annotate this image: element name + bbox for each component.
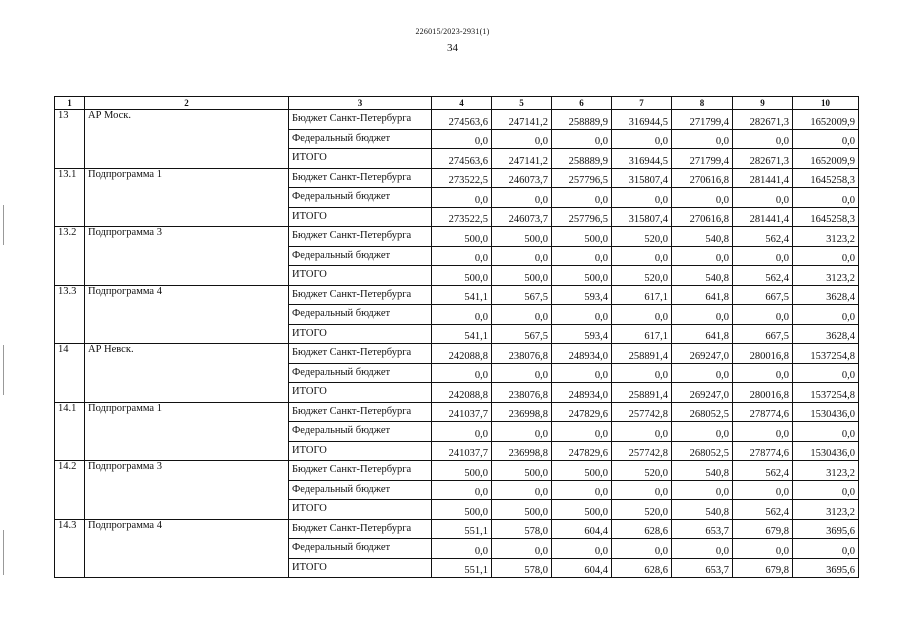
value-cell: 258889,9	[552, 149, 612, 169]
value-cell: 540,8	[672, 266, 733, 286]
value-cell: 0,0	[432, 246, 492, 266]
funding-source: ИТОГО	[289, 383, 432, 403]
value-cell: 0,0	[432, 539, 492, 559]
table-row	[55, 461, 859, 481]
value-cell: 0,0	[612, 188, 672, 208]
row-number: 14.1	[55, 402, 85, 461]
value-cell: 0,0	[793, 422, 859, 442]
value-cell: 0,0	[552, 246, 612, 266]
value-cell: 246073,7	[492, 207, 552, 227]
value-cell: 500,0	[492, 500, 552, 520]
value-cell: 641,8	[672, 324, 733, 344]
value-cell: 0,0	[612, 129, 672, 149]
value-cell: 270616,8	[672, 207, 733, 227]
value-cell: 3695,6	[793, 558, 859, 578]
value-cell: 268052,5	[672, 441, 733, 461]
program-name: АР Невск.	[85, 344, 289, 403]
value-cell: 500,0	[552, 461, 612, 481]
program-name: АР Моск.	[85, 110, 289, 169]
value-cell: 316944,5	[612, 110, 672, 130]
value-cell: 520,0	[612, 266, 672, 286]
funding-source: Бюджет Санкт-Петербурга	[289, 461, 432, 481]
table-body	[55, 110, 859, 578]
table-row	[55, 519, 859, 539]
value-cell: 0,0	[793, 305, 859, 325]
value-cell: 0,0	[793, 480, 859, 500]
funding-source: Бюджет Санкт-Петербурга	[289, 519, 432, 539]
value-cell: 0,0	[793, 188, 859, 208]
value-cell: 247141,2	[492, 149, 552, 169]
value-cell: 0,0	[492, 188, 552, 208]
value-cell: 248934,0	[552, 344, 612, 364]
value-cell: 246073,7	[492, 168, 552, 188]
value-cell: 0,0	[672, 422, 733, 442]
value-cell: 520,0	[612, 461, 672, 481]
value-cell: 604,4	[552, 519, 612, 539]
value-cell: 1530436,0	[793, 441, 859, 461]
row-number: 13	[55, 110, 85, 169]
value-cell: 3628,4	[793, 324, 859, 344]
value-cell: 604,4	[552, 558, 612, 578]
value-cell: 3123,2	[793, 266, 859, 286]
value-cell: 500,0	[492, 266, 552, 286]
value-cell: 247829,6	[552, 402, 612, 422]
row-number: 14.2	[55, 461, 85, 520]
value-cell: 0,0	[672, 539, 733, 559]
value-cell: 628,6	[612, 519, 672, 539]
value-cell: 257796,5	[552, 207, 612, 227]
table-row	[55, 344, 859, 364]
value-cell: 0,0	[552, 363, 612, 383]
value-cell: 241037,7	[432, 441, 492, 461]
value-cell: 0,0	[492, 422, 552, 442]
value-cell: 0,0	[793, 129, 859, 149]
value-cell: 282671,3	[733, 110, 793, 130]
value-cell: 269247,0	[672, 383, 733, 403]
value-cell: 0,0	[672, 480, 733, 500]
table-row	[55, 168, 859, 188]
value-cell: 270616,8	[672, 168, 733, 188]
value-cell: 500,0	[432, 500, 492, 520]
value-cell: 3123,2	[793, 500, 859, 520]
value-cell: 0,0	[492, 363, 552, 383]
value-cell: 0,0	[793, 363, 859, 383]
value-cell: 1537254,8	[793, 344, 859, 364]
budget-table	[54, 96, 859, 578]
value-cell: 0,0	[733, 363, 793, 383]
value-cell: 0,0	[612, 363, 672, 383]
value-cell: 0,0	[552, 539, 612, 559]
value-cell: 242088,8	[432, 344, 492, 364]
value-cell: 236998,8	[492, 441, 552, 461]
value-cell: 0,0	[672, 305, 733, 325]
funding-source: Федеральный бюджет	[289, 188, 432, 208]
value-cell: 0,0	[793, 539, 859, 559]
value-cell: 0,0	[552, 422, 612, 442]
value-cell: 3628,4	[793, 285, 859, 305]
value-cell: 679,8	[733, 558, 793, 578]
scan-edge-mark	[3, 530, 4, 575]
value-cell: 0,0	[552, 188, 612, 208]
value-cell: 258891,4	[612, 383, 672, 403]
value-cell: 593,4	[552, 324, 612, 344]
value-cell: 541,1	[432, 285, 492, 305]
scan-edge-mark	[3, 205, 4, 245]
value-cell: 541,1	[432, 324, 492, 344]
table-row	[55, 110, 859, 130]
value-cell: 271799,4	[672, 149, 733, 169]
value-cell: 0,0	[552, 129, 612, 149]
program-name: Подпрограмма 4	[85, 519, 289, 578]
program-name: Подпрограмма 3	[85, 227, 289, 286]
value-cell: 540,8	[672, 461, 733, 481]
value-cell: 0,0	[733, 246, 793, 266]
value-cell: 278774,6	[733, 441, 793, 461]
value-cell: 562,4	[733, 266, 793, 286]
value-cell: 0,0	[612, 305, 672, 325]
value-cell: 0,0	[672, 246, 733, 266]
value-cell: 667,5	[733, 324, 793, 344]
program-name: Подпрограмма 4	[85, 285, 289, 344]
value-cell: 562,4	[733, 227, 793, 247]
value-cell: 562,4	[733, 500, 793, 520]
value-cell: 282671,3	[733, 149, 793, 169]
value-cell: 269247,0	[672, 344, 733, 364]
value-cell: 273522,5	[432, 168, 492, 188]
value-cell: 0,0	[552, 480, 612, 500]
value-cell: 578,0	[492, 519, 552, 539]
column-header: 5	[492, 97, 552, 110]
value-cell: 1652009,9	[793, 149, 859, 169]
value-cell: 268052,5	[672, 402, 733, 422]
value-cell: 247829,6	[552, 441, 612, 461]
value-cell: 3695,6	[793, 519, 859, 539]
row-number: 13.2	[55, 227, 85, 286]
page-number: 34	[447, 42, 458, 54]
funding-source: Бюджет Санкт-Петербурга	[289, 285, 432, 305]
value-cell: 273522,5	[432, 207, 492, 227]
column-header: 7	[612, 97, 672, 110]
value-cell: 1530436,0	[793, 402, 859, 422]
value-cell: 551,1	[432, 519, 492, 539]
value-cell: 540,8	[672, 500, 733, 520]
value-cell: 0,0	[672, 363, 733, 383]
value-cell: 315807,4	[612, 207, 672, 227]
funding-source: Бюджет Санкт-Петербурга	[289, 168, 432, 188]
value-cell: 500,0	[432, 461, 492, 481]
value-cell: 0,0	[612, 422, 672, 442]
funding-source: ИТОГО	[289, 558, 432, 578]
value-cell: 0,0	[492, 305, 552, 325]
column-header: 4	[432, 97, 492, 110]
value-cell: 257796,5	[552, 168, 612, 188]
program-name: Подпрограмма 1	[85, 168, 289, 227]
table-row	[55, 285, 859, 305]
value-cell: 653,7	[672, 519, 733, 539]
row-number: 13.3	[55, 285, 85, 344]
value-cell: 0,0	[492, 539, 552, 559]
value-cell: 274563,6	[432, 110, 492, 130]
value-cell: 0,0	[492, 246, 552, 266]
value-cell: 578,0	[492, 558, 552, 578]
funding-source: Федеральный бюджет	[289, 246, 432, 266]
value-cell: 3123,2	[793, 227, 859, 247]
value-cell: 0,0	[492, 480, 552, 500]
value-cell: 0,0	[492, 129, 552, 149]
value-cell: 281441,4	[733, 207, 793, 227]
value-cell: 0,0	[612, 480, 672, 500]
value-cell: 0,0	[733, 188, 793, 208]
value-cell: 593,4	[552, 285, 612, 305]
funding-source: ИТОГО	[289, 207, 432, 227]
value-cell: 0,0	[733, 129, 793, 149]
funding-source: Бюджет Санкт-Петербурга	[289, 344, 432, 364]
value-cell: 280016,8	[733, 344, 793, 364]
column-header: 9	[733, 97, 793, 110]
row-number: 13.1	[55, 168, 85, 227]
value-cell: 567,5	[492, 285, 552, 305]
program-name: Подпрограмма 3	[85, 461, 289, 520]
value-cell: 667,5	[733, 285, 793, 305]
value-cell: 0,0	[733, 539, 793, 559]
program-name: Подпрограмма 1	[85, 402, 289, 461]
table-header-row	[55, 97, 859, 110]
value-cell: 567,5	[492, 324, 552, 344]
value-cell: 500,0	[432, 266, 492, 286]
value-cell: 316944,5	[612, 149, 672, 169]
value-cell: 257742,8	[612, 402, 672, 422]
value-cell: 258891,4	[612, 344, 672, 364]
funding-source: ИТОГО	[289, 500, 432, 520]
value-cell: 247141,2	[492, 110, 552, 130]
value-cell: 0,0	[612, 539, 672, 559]
value-cell: 0,0	[672, 129, 733, 149]
value-cell: 257742,8	[612, 441, 672, 461]
value-cell: 540,8	[672, 227, 733, 247]
funding-source: ИТОГО	[289, 149, 432, 169]
value-cell: 520,0	[612, 227, 672, 247]
row-number: 14.3	[55, 519, 85, 578]
value-cell: 236998,8	[492, 402, 552, 422]
value-cell: 1652009,9	[793, 110, 859, 130]
value-cell: 500,0	[552, 266, 612, 286]
value-cell: 238076,8	[492, 383, 552, 403]
value-cell: 617,1	[612, 324, 672, 344]
value-cell: 1645258,3	[793, 207, 859, 227]
value-cell: 315807,4	[612, 168, 672, 188]
funding-source: Бюджет Санкт-Петербурга	[289, 110, 432, 130]
funding-source: ИТОГО	[289, 324, 432, 344]
value-cell: 500,0	[432, 227, 492, 247]
value-cell: 551,1	[432, 558, 492, 578]
value-cell: 0,0	[432, 305, 492, 325]
value-cell: 278774,6	[733, 402, 793, 422]
column-header: 1	[55, 97, 85, 110]
value-cell: 258889,9	[552, 110, 612, 130]
value-cell: 280016,8	[733, 383, 793, 403]
column-header: 3	[289, 97, 432, 110]
document-id: 226015/2023-2931(1)	[415, 27, 490, 36]
funding-source: Федеральный бюджет	[289, 305, 432, 325]
column-header: 6	[552, 97, 612, 110]
value-cell: 0,0	[432, 480, 492, 500]
value-cell: 1645258,3	[793, 168, 859, 188]
scan-edge-mark	[3, 345, 4, 395]
value-cell: 238076,8	[492, 344, 552, 364]
funding-source: Федеральный бюджет	[289, 480, 432, 500]
value-cell: 520,0	[612, 500, 672, 520]
value-cell: 679,8	[733, 519, 793, 539]
value-cell: 271799,4	[672, 110, 733, 130]
value-cell: 0,0	[733, 480, 793, 500]
value-cell: 0,0	[733, 305, 793, 325]
value-cell: 242088,8	[432, 383, 492, 403]
funding-source: Федеральный бюджет	[289, 363, 432, 383]
value-cell: 1537254,8	[793, 383, 859, 403]
funding-source: Бюджет Санкт-Петербурга	[289, 227, 432, 247]
funding-source: Федеральный бюджет	[289, 422, 432, 442]
funding-source: ИТОГО	[289, 441, 432, 461]
value-cell: 0,0	[432, 129, 492, 149]
funding-source: Бюджет Санкт-Петербурга	[289, 402, 432, 422]
value-cell: 0,0	[552, 305, 612, 325]
value-cell: 500,0	[552, 227, 612, 247]
value-cell: 0,0	[612, 246, 672, 266]
value-cell: 0,0	[432, 422, 492, 442]
value-cell: 500,0	[492, 461, 552, 481]
row-number: 14	[55, 344, 85, 403]
value-cell: 241037,7	[432, 402, 492, 422]
value-cell: 0,0	[733, 422, 793, 442]
funding-source: Федеральный бюджет	[289, 539, 432, 559]
value-cell: 274563,6	[432, 149, 492, 169]
value-cell: 0,0	[432, 363, 492, 383]
column-header: 8	[672, 97, 733, 110]
value-cell: 281441,4	[733, 168, 793, 188]
value-cell: 500,0	[492, 227, 552, 247]
value-cell: 562,4	[733, 461, 793, 481]
column-header: 2	[85, 97, 289, 110]
value-cell: 0,0	[672, 188, 733, 208]
table-row	[55, 402, 859, 422]
value-cell: 500,0	[552, 500, 612, 520]
funding-source: Федеральный бюджет	[289, 129, 432, 149]
column-header: 10	[793, 97, 859, 110]
funding-source: ИТОГО	[289, 266, 432, 286]
value-cell: 628,6	[612, 558, 672, 578]
value-cell: 617,1	[612, 285, 672, 305]
value-cell: 653,7	[672, 558, 733, 578]
value-cell: 248934,0	[552, 383, 612, 403]
table-row	[55, 227, 859, 247]
value-cell: 3123,2	[793, 461, 859, 481]
value-cell: 0,0	[432, 188, 492, 208]
value-cell: 641,8	[672, 285, 733, 305]
value-cell: 0,0	[793, 246, 859, 266]
